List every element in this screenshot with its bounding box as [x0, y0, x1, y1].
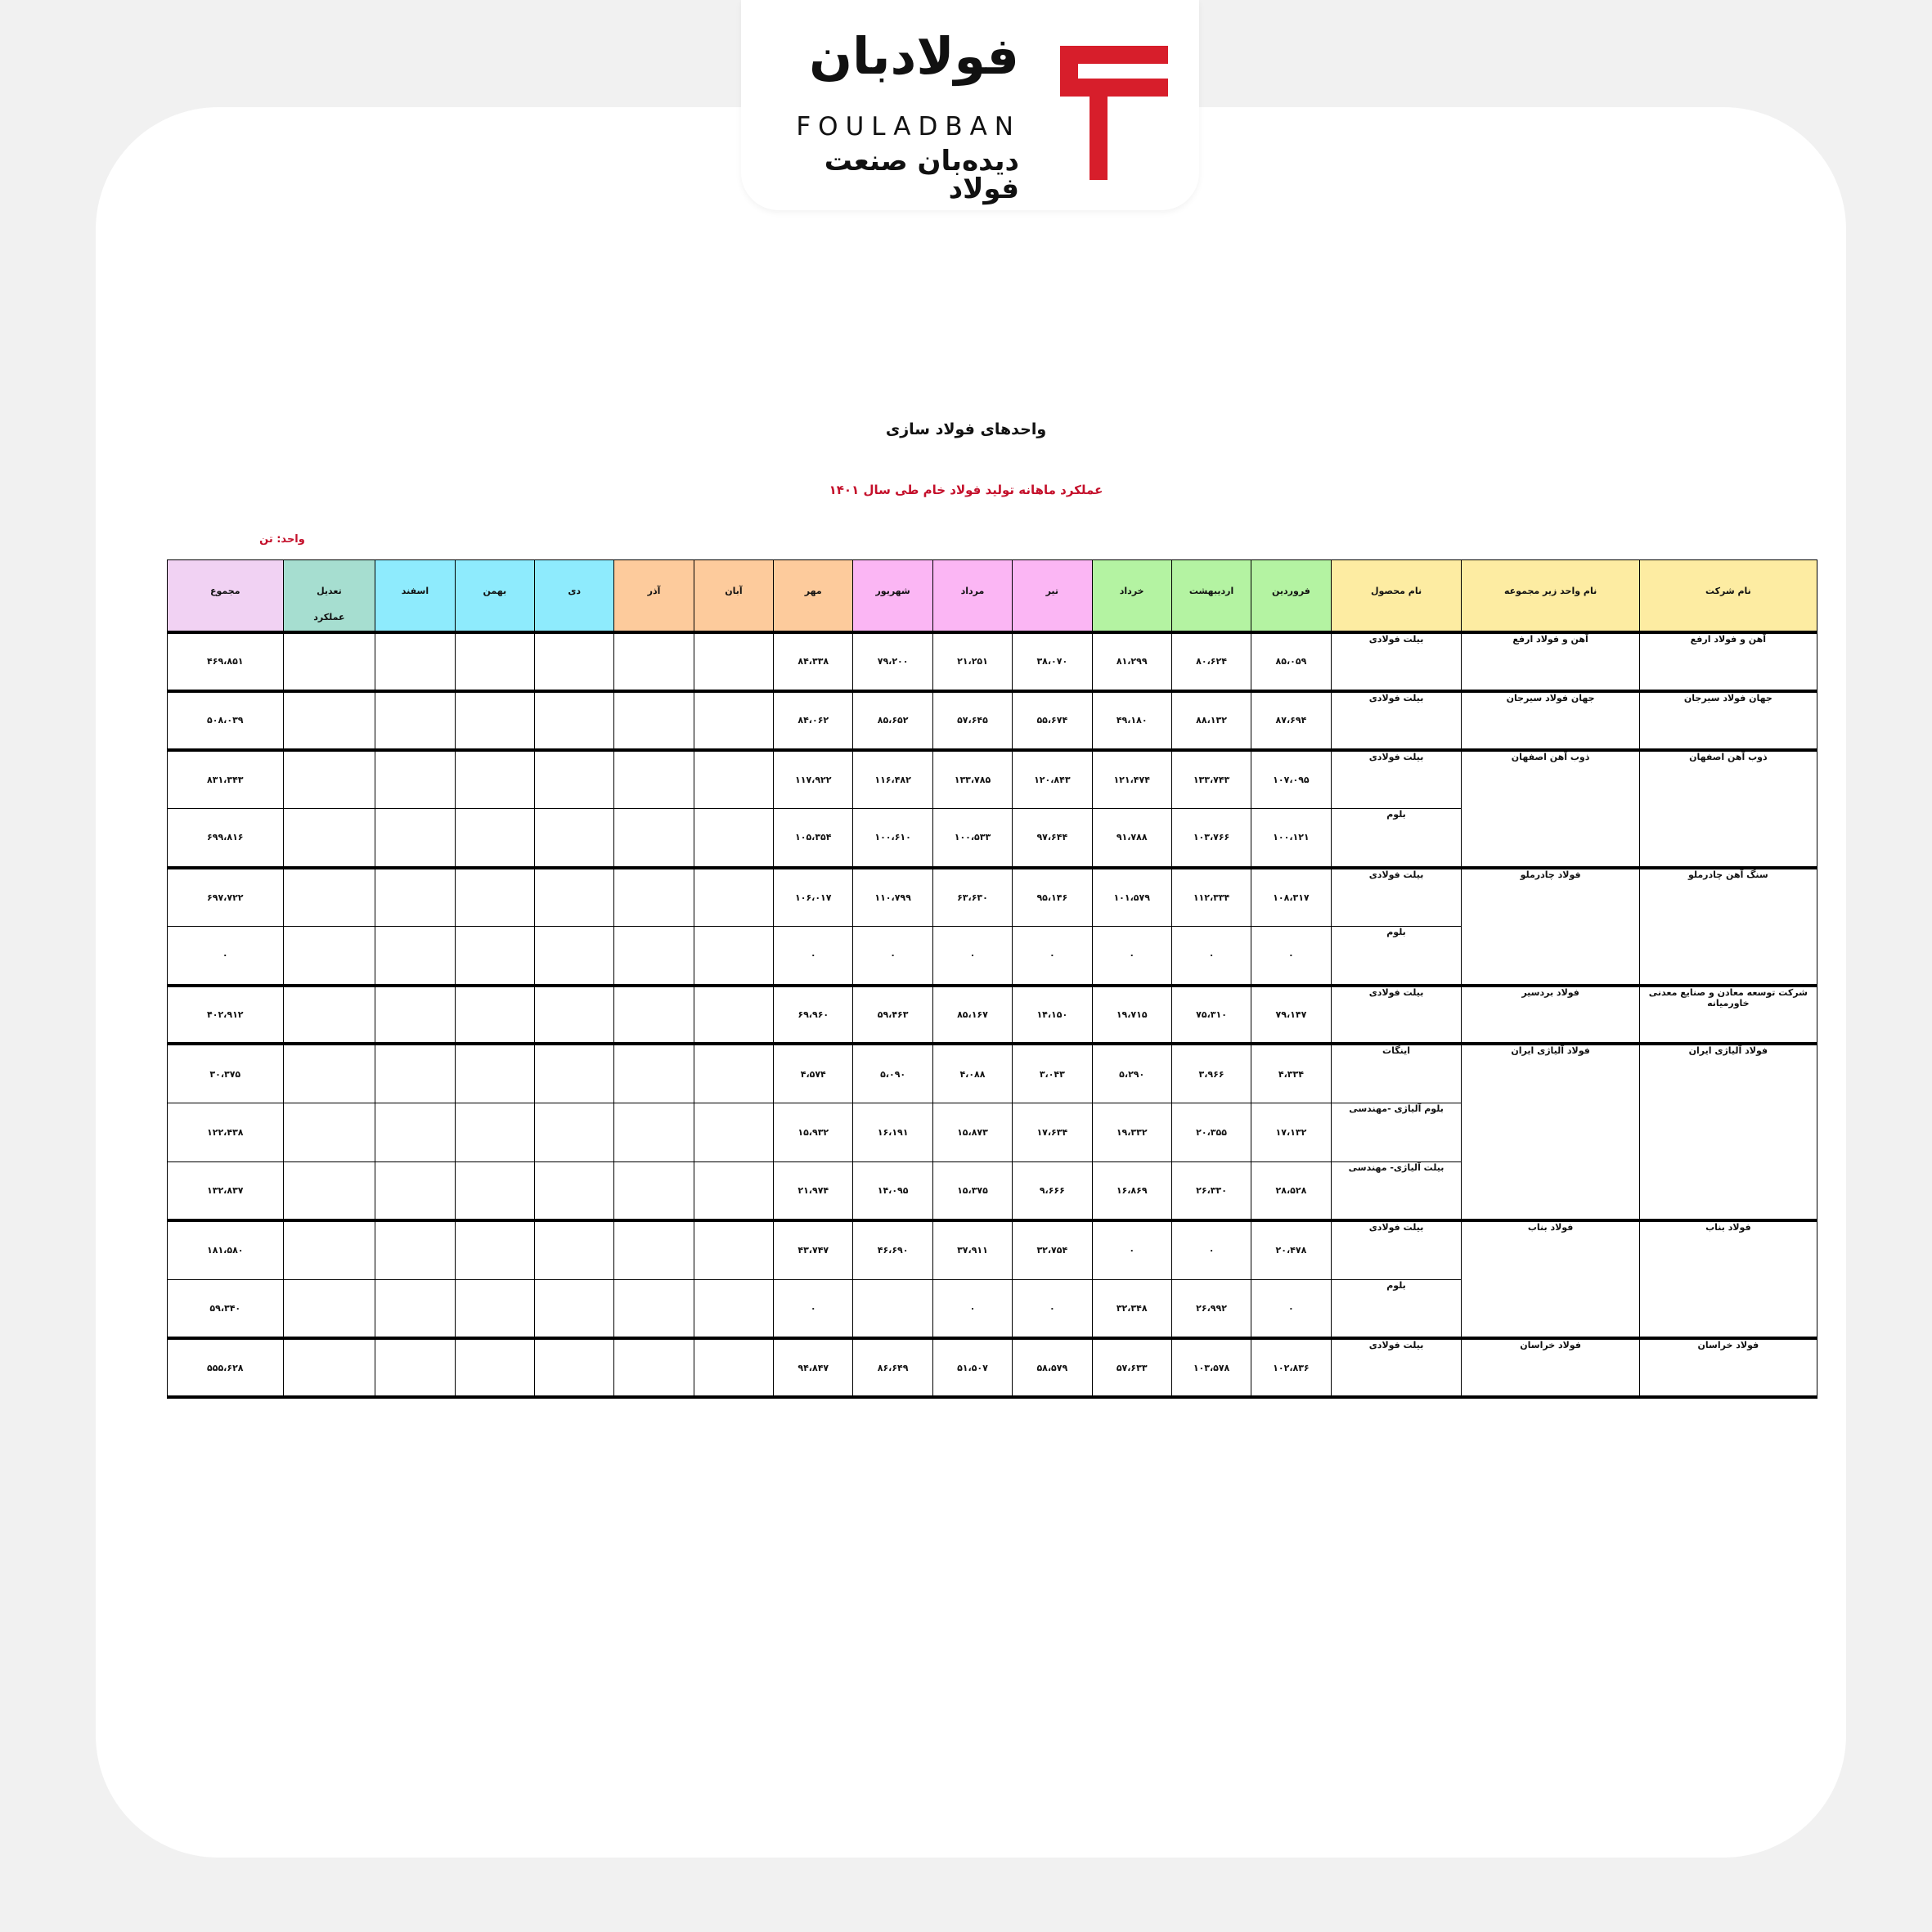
month-value-cell: ۱۹،۳۳۲	[1092, 1103, 1171, 1161]
header-month: فروردین	[1251, 560, 1331, 633]
total-cell: ۴۰۲،۹۱۲	[168, 986, 284, 1045]
logo-wordmark: فولادبان	[809, 26, 1019, 86]
month-value-cell: ۷۹،۱۴۷	[1251, 986, 1331, 1045]
month-value-cell: ۹،۶۶۶	[1013, 1161, 1092, 1220]
month-value-cell	[694, 927, 773, 986]
month-value-cell: ۷۵،۳۱۰	[1171, 986, 1251, 1045]
month-value-cell	[614, 868, 694, 927]
month-value-cell: ۱۰۱،۵۷۹	[1092, 868, 1171, 927]
month-value-cell	[455, 632, 534, 691]
table-row	[168, 1220, 1817, 1279]
header-month: تیر	[1013, 560, 1092, 633]
month-value-cell: ۰	[1171, 1220, 1251, 1279]
adjust-cell	[283, 750, 375, 809]
month-value-cell	[694, 1161, 773, 1220]
month-value-cell: ۰	[932, 1279, 1012, 1338]
adjust-cell	[283, 1220, 375, 1279]
month-value-cell	[455, 1103, 534, 1161]
header-month: اسفند	[375, 560, 455, 633]
month-value-cell	[375, 1044, 455, 1103]
month-value-cell: ۳۲،۳۴۸	[1092, 1279, 1171, 1338]
month-value-cell: ۲۸،۵۲۸	[1251, 1161, 1331, 1220]
month-value-cell	[535, 750, 614, 809]
month-value-cell	[375, 691, 455, 750]
total-cell: ۱۳۲،۸۳۷	[168, 1161, 284, 1220]
total-cell: ۸۳۱،۳۴۳	[168, 750, 284, 809]
month-value-cell	[455, 1338, 534, 1397]
month-value-cell	[455, 691, 534, 750]
month-value-cell	[694, 986, 773, 1045]
subunit-cell: ذوب آهن اصفهان	[1462, 750, 1639, 868]
month-value-cell: ۱۱۷،۹۲۲	[774, 750, 853, 809]
company-cell: فولاد خراسان	[1639, 1338, 1817, 1397]
header-adjust-line1: تعدیل	[317, 586, 342, 596]
adjust-cell	[283, 1103, 375, 1161]
adjust-cell	[283, 1161, 375, 1220]
company-cell: جهان فولاد سیرجان	[1639, 691, 1817, 750]
month-value-cell	[535, 1044, 614, 1103]
month-value-cell: ۱۳۳،۷۴۳	[1171, 750, 1251, 809]
month-value-cell	[614, 1338, 694, 1397]
month-value-cell	[375, 750, 455, 809]
total-cell: ۵۵۵،۶۲۸	[168, 1338, 284, 1397]
adjust-cell	[283, 809, 375, 868]
month-value-cell	[375, 632, 455, 691]
month-value-cell: ۱۰۶،۰۱۷	[774, 868, 853, 927]
month-value-cell: ۱۵،۸۷۳	[932, 1103, 1012, 1161]
month-value-cell	[455, 1220, 534, 1279]
month-value-cell: ۸۱،۲۹۹	[1092, 632, 1171, 691]
month-value-cell: ۱۲۱،۴۷۴	[1092, 750, 1171, 809]
month-value-cell	[694, 1103, 773, 1161]
month-value-cell	[375, 1161, 455, 1220]
logo-tagline: دیده‌بان صنعت فولاد	[824, 145, 1019, 205]
month-value-cell: ۱۵،۳۷۵	[932, 1161, 1012, 1220]
month-value-cell: ۱۰۲،۸۳۶	[1251, 1338, 1331, 1397]
month-value-cell: ۱۰۰،۵۳۳	[932, 809, 1012, 868]
product-cell: بلوم	[1331, 1279, 1462, 1338]
table-row	[168, 691, 1817, 750]
header-month: اردیبهشت	[1171, 560, 1251, 633]
month-value-cell	[535, 1161, 614, 1220]
header-month: مرداد	[932, 560, 1012, 633]
total-cell: ۶۹۷،۷۲۲	[168, 868, 284, 927]
month-value-cell	[694, 632, 773, 691]
table-row	[168, 1044, 1817, 1103]
month-value-cell: ۵۷،۶۳۳	[1092, 1338, 1171, 1397]
unit-label: واحد: تن	[259, 533, 305, 546]
month-value-cell	[535, 1279, 614, 1338]
month-value-cell: ۴۳،۷۴۷	[774, 1220, 853, 1279]
month-value-cell	[614, 1279, 694, 1338]
month-value-cell	[614, 750, 694, 809]
month-value-cell: ۱۰۵،۳۵۴	[774, 809, 853, 868]
table-row	[168, 868, 1817, 927]
header-month: شهریور	[853, 560, 932, 633]
header-total: مجموع	[168, 560, 284, 633]
month-value-cell: ۸۴،۰۶۲	[774, 691, 853, 750]
month-value-cell: ۵،۲۹۰	[1092, 1044, 1171, 1103]
header-subunit: نام واحد زیر مجموعه	[1462, 560, 1639, 633]
month-value-cell: ۰	[1013, 1279, 1092, 1338]
month-value-cell: ۹۷،۶۴۴	[1013, 809, 1092, 868]
month-value-cell: ۸۵،۶۵۲	[853, 691, 932, 750]
month-value-cell	[535, 1338, 614, 1397]
month-value-cell: ۱۰۸،۳۱۷	[1251, 868, 1331, 927]
product-cell: بیلت فولادی	[1331, 632, 1462, 691]
month-value-cell: ۵۸،۵۷۹	[1013, 1338, 1092, 1397]
header-month: آبان	[694, 560, 773, 633]
header-month: خرداد	[1092, 560, 1171, 633]
month-value-cell: ۵۵،۶۷۴	[1013, 691, 1092, 750]
product-cell: اینگات	[1331, 1044, 1462, 1103]
month-value-cell	[535, 868, 614, 927]
adjust-cell	[283, 927, 375, 986]
month-value-cell: ۲۰،۴۷۸	[1251, 1220, 1331, 1279]
fouladban-logo-icon	[1060, 46, 1168, 180]
table-row	[168, 1338, 1817, 1397]
month-value-cell: ۱۱۶،۴۸۲	[853, 750, 932, 809]
month-value-cell	[614, 1103, 694, 1161]
month-value-cell: ۳۸،۰۷۰	[1013, 632, 1092, 691]
month-value-cell	[375, 1220, 455, 1279]
month-value-cell	[694, 809, 773, 868]
report-subtitle: عملکرد ماهانه تولید فولاد خام طی سال ۱۴۰۱	[829, 483, 1103, 497]
month-value-cell: ۴،۰۸۸	[932, 1044, 1012, 1103]
month-value-cell: ۲۱،۲۵۱	[932, 632, 1012, 691]
month-value-cell: ۳۲،۷۵۴	[1013, 1220, 1092, 1279]
adjust-cell	[283, 1338, 375, 1397]
product-cell: بلوم	[1331, 809, 1462, 868]
month-value-cell: ۱۰۳،۵۷۸	[1171, 1338, 1251, 1397]
month-value-cell: ۸۰،۶۲۴	[1171, 632, 1251, 691]
company-cell: ذوب آهن اصفهان	[1639, 750, 1817, 868]
month-value-cell: ۹۵،۱۴۶	[1013, 868, 1092, 927]
company-cell: شرکت توسعه معادن و صنایع معدنی خاورمیانه	[1639, 986, 1817, 1045]
adjust-cell	[283, 632, 375, 691]
month-value-cell	[694, 1044, 773, 1103]
month-value-cell	[694, 1279, 773, 1338]
month-value-cell: ۸۵،۰۵۹	[1251, 632, 1331, 691]
adjust-cell	[283, 986, 375, 1045]
company-cell: آهن و فولاد ارفع	[1639, 632, 1817, 691]
subunit-cell: فولاد خراسان	[1462, 1338, 1639, 1397]
month-value-cell: ۱۶،۱۹۱	[853, 1103, 932, 1161]
month-value-cell	[455, 750, 534, 809]
month-value-cell	[614, 691, 694, 750]
product-cell: بلوم آلیاژی -مهندسی	[1331, 1103, 1462, 1161]
month-value-cell: ۰	[1171, 927, 1251, 986]
production-table	[167, 559, 1817, 1399]
total-cell: ۱۲۲،۴۳۸	[168, 1103, 284, 1161]
product-cell: بیلت آلیاژی- مهندسی	[1331, 1161, 1462, 1220]
month-value-cell	[375, 927, 455, 986]
month-value-cell	[694, 750, 773, 809]
month-value-cell	[375, 986, 455, 1045]
total-cell: ۰	[168, 927, 284, 986]
product-cell: بیلت فولادی	[1331, 691, 1462, 750]
month-value-cell: ۴۹،۱۸۰	[1092, 691, 1171, 750]
month-value-cell	[535, 691, 614, 750]
table-row	[168, 632, 1817, 691]
adjust-cell	[283, 691, 375, 750]
month-value-cell: ۶۳،۶۳۰	[932, 868, 1012, 927]
month-value-cell: ۳۷،۹۱۱	[932, 1220, 1012, 1279]
month-value-cell	[375, 1338, 455, 1397]
month-value-cell: ۵۷،۶۴۵	[932, 691, 1012, 750]
month-value-cell	[614, 927, 694, 986]
month-value-cell: ۰	[932, 927, 1012, 986]
month-value-cell	[535, 986, 614, 1045]
table-header-row	[168, 560, 1817, 633]
header-adjust	[283, 560, 375, 633]
month-value-cell: ۸۶،۶۴۹	[853, 1338, 932, 1397]
month-value-cell: ۱۷،۱۳۲	[1251, 1103, 1331, 1161]
month-value-cell: ۰	[774, 1279, 853, 1338]
header-month: بهمن	[455, 560, 534, 633]
subunit-cell: فولاد بردسیر	[1462, 986, 1639, 1045]
total-cell: ۶۹۹،۸۱۶	[168, 809, 284, 868]
header-company: نام شرکت	[1639, 560, 1817, 633]
month-value-cell: ۱۰۳،۷۶۶	[1171, 809, 1251, 868]
report-title: واحدهای فولاد سازی	[885, 420, 1047, 438]
month-value-cell: ۸۸،۱۳۲	[1171, 691, 1251, 750]
month-value-cell	[614, 1161, 694, 1220]
header-month: آذر	[614, 560, 694, 633]
total-cell: ۳۰،۳۷۵	[168, 1044, 284, 1103]
header-month: مهر	[774, 560, 853, 633]
month-value-cell	[455, 1161, 534, 1220]
month-value-cell: ۱۰۷،۰۹۵	[1251, 750, 1331, 809]
month-value-cell: ۱۵،۹۳۲	[774, 1103, 853, 1161]
total-cell: ۴۶۹،۸۵۱	[168, 632, 284, 691]
logo-tab	[741, 0, 1199, 210]
month-value-cell	[375, 1103, 455, 1161]
month-value-cell	[535, 809, 614, 868]
company-cell: سنگ آهن چادرملو	[1639, 868, 1817, 986]
month-value-cell: ۱۰۰،۶۱۰	[853, 809, 932, 868]
month-value-cell: ۵،۰۹۰	[853, 1044, 932, 1103]
month-value-cell: ۲۶،۳۳۰	[1171, 1161, 1251, 1220]
month-value-cell: ۰	[1092, 927, 1171, 986]
header-product: نام محصول	[1331, 560, 1462, 633]
month-value-cell: ۱۳۳،۷۸۵	[932, 750, 1012, 809]
month-value-cell: ۱۴،۱۵۰	[1013, 986, 1092, 1045]
month-value-cell: ۰	[1251, 927, 1331, 986]
month-value-cell	[375, 868, 455, 927]
month-value-cell: ۴،۵۷۴	[774, 1044, 853, 1103]
adjust-cell	[283, 1044, 375, 1103]
subunit-cell: فولاد آلیاژی ایران	[1462, 1044, 1639, 1220]
subunit-cell: فولاد بناب	[1462, 1220, 1639, 1338]
month-value-cell: ۵۱،۵۰۷	[932, 1338, 1012, 1397]
header-adjust-line2: عملکرد	[313, 612, 345, 622]
product-cell: بلوم	[1331, 927, 1462, 986]
product-cell: بیلت فولادی	[1331, 868, 1462, 927]
month-value-cell: ۷۹،۲۰۰	[853, 632, 932, 691]
month-value-cell: ۰	[774, 927, 853, 986]
total-cell: ۱۸۱،۵۸۰	[168, 1220, 284, 1279]
month-value-cell: ۸۵،۱۶۷	[932, 986, 1012, 1045]
month-value-cell: ۰	[853, 927, 932, 986]
month-value-cell	[455, 1279, 534, 1338]
month-value-cell: ۱۱۲،۳۳۴	[1171, 868, 1251, 927]
month-value-cell	[614, 1044, 694, 1103]
product-cell: بیلت فولادی	[1331, 986, 1462, 1045]
month-value-cell: ۶۹،۹۶۰	[774, 986, 853, 1045]
total-cell: ۵۰۸،۰۳۹	[168, 691, 284, 750]
subunit-cell: فولاد چادرملو	[1462, 868, 1639, 986]
company-cell: فولاد بناب	[1639, 1220, 1817, 1338]
logo-latin: FOULADBAN	[796, 112, 1021, 142]
month-value-cell	[375, 809, 455, 868]
adjust-cell	[283, 868, 375, 927]
month-value-cell	[694, 1338, 773, 1397]
month-value-cell	[694, 1220, 773, 1279]
month-value-cell	[455, 1044, 534, 1103]
month-value-cell: ۴۶،۶۹۰	[853, 1220, 932, 1279]
total-cell: ۵۹،۳۴۰	[168, 1279, 284, 1338]
month-value-cell: ۸۴،۳۳۸	[774, 632, 853, 691]
month-value-cell: ۰	[1013, 927, 1092, 986]
product-cell: بیلت فولادی	[1331, 1220, 1462, 1279]
month-value-cell	[535, 927, 614, 986]
month-value-cell	[455, 986, 534, 1045]
month-value-cell: ۱۲۰،۸۴۳	[1013, 750, 1092, 809]
month-value-cell	[694, 868, 773, 927]
month-value-cell	[455, 809, 534, 868]
month-value-cell: ۲۱،۹۷۴	[774, 1161, 853, 1220]
month-value-cell	[535, 1220, 614, 1279]
subunit-cell: آهن و فولاد ارفع	[1462, 632, 1639, 691]
month-value-cell: ۳،۰۴۳	[1013, 1044, 1092, 1103]
table-row	[168, 986, 1817, 1045]
month-value-cell	[375, 1279, 455, 1338]
month-value-cell: ۱۹،۷۱۵	[1092, 986, 1171, 1045]
month-value-cell	[853, 1279, 932, 1338]
month-value-cell: ۰	[1251, 1279, 1331, 1338]
product-cell: بیلت فولادی	[1331, 750, 1462, 809]
month-value-cell: ۰	[1092, 1220, 1171, 1279]
month-value-cell	[614, 809, 694, 868]
month-value-cell: ۲۶،۹۹۲	[1171, 1279, 1251, 1338]
month-value-cell: ۹۴،۸۴۷	[774, 1338, 853, 1397]
company-cell: فولاد آلیاژی ایران	[1639, 1044, 1817, 1220]
month-value-cell: ۱۴،۰۹۵	[853, 1161, 932, 1220]
month-value-cell: ۵۹،۴۶۳	[853, 986, 932, 1045]
month-value-cell: ۴،۳۳۴	[1251, 1044, 1331, 1103]
month-value-cell	[614, 1220, 694, 1279]
month-value-cell	[535, 1103, 614, 1161]
adjust-cell	[283, 1279, 375, 1338]
month-value-cell	[614, 632, 694, 691]
month-value-cell	[455, 868, 534, 927]
month-value-cell: ۹۱،۷۸۸	[1092, 809, 1171, 868]
month-value-cell: ۸۷،۶۹۴	[1251, 691, 1331, 750]
month-value-cell: ۱۶،۸۶۹	[1092, 1161, 1171, 1220]
month-value-cell: ۱۰۰،۱۲۱	[1251, 809, 1331, 868]
month-value-cell: ۲۰،۳۵۵	[1171, 1103, 1251, 1161]
month-value-cell	[535, 632, 614, 691]
month-value-cell	[694, 691, 773, 750]
month-value-cell: ۱۱۰،۷۹۹	[853, 868, 932, 927]
month-value-cell: ۳،۹۶۶	[1171, 1044, 1251, 1103]
product-cell: بیلت فولادی	[1331, 1338, 1462, 1397]
subunit-cell: جهان فولاد سیرجان	[1462, 691, 1639, 750]
month-value-cell	[455, 927, 534, 986]
month-value-cell: ۱۷،۶۳۴	[1013, 1103, 1092, 1161]
header-month: دی	[535, 560, 614, 633]
month-value-cell	[614, 986, 694, 1045]
table-row	[168, 750, 1817, 809]
